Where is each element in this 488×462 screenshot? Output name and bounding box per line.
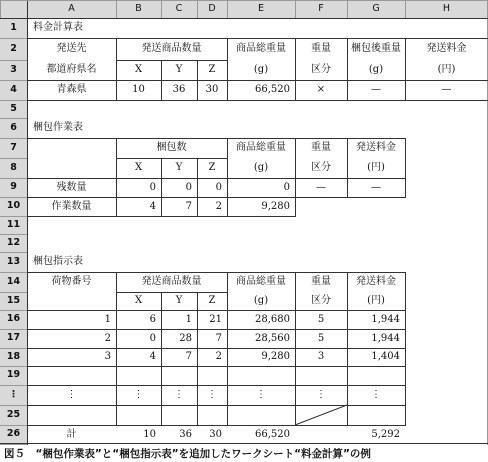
cell-f-row-7[interactable]: 区分 (311, 162, 331, 174)
grid-line (0, 329, 28, 330)
grid-line (0, 38, 28, 39)
cell-g-row-3[interactable]: — (371, 84, 381, 96)
cell-a-row-5[interactable]: 梱包作業表 (33, 122, 83, 134)
cell-c-row-16[interactable]: 28 (179, 332, 192, 344)
cell-b-row-14[interactable]: X (134, 295, 143, 307)
row-header-9[interactable]: 9 (0, 178, 27, 197)
grid-line (0, 118, 28, 119)
cell-c-row-15[interactable]: 1 (185, 313, 192, 325)
row-header-14[interactable]: 14 (0, 272, 27, 292)
cell-e-row-16[interactable]: 28,560 (255, 332, 290, 344)
cell-a-row-21[interactable]: 計 (66, 428, 77, 440)
cell-d-row-21[interactable]: 30 (209, 428, 222, 440)
cell-c-row-3[interactable]: 36 (172, 84, 186, 96)
grid-line (116, 138, 117, 198)
cell-b-row-9[interactable]: 4 (149, 200, 156, 212)
cell-g-row-6[interactable]: 発送料金 (356, 142, 396, 154)
grid-line (0, 197, 28, 198)
grid-line (27, 138, 406, 139)
cell-c-row-8[interactable]: 0 (185, 181, 192, 193)
grid-line (197, 60, 198, 101)
grid-line (295, 0, 296, 19)
grid-line (0, 158, 28, 159)
grid-line (405, 0, 406, 19)
row-header-12[interactable]: 12 (0, 234, 27, 252)
grid-line (227, 197, 228, 217)
grid-line (405, 38, 406, 101)
grid-line (0, 0, 1, 19)
cell-g-row-7[interactable]: (円) (367, 162, 385, 174)
grid-line (161, 158, 162, 217)
cell-b-row-7[interactable]: X (134, 162, 143, 174)
cell-h-row-2[interactable]: (円) (437, 64, 456, 76)
grid-line (0, 443, 488, 444)
cell-e-row-15[interactable]: 28,680 (255, 313, 290, 325)
grid-line (347, 138, 348, 198)
column-header-a[interactable]: A (27, 0, 116, 18)
grid-line (161, 0, 162, 19)
cell-h-row-3[interactable]: — (441, 84, 452, 96)
cell-a-row-19[interactable]: ⋮ (66, 389, 77, 401)
grid-line (27, 348, 406, 349)
grid-line (0, 425, 28, 426)
cell-b-row-8[interactable]: 0 (149, 181, 156, 193)
cell-e-row-7[interactable]: (g) (253, 162, 269, 174)
cell-a-row-8[interactable]: 残数量 (56, 181, 87, 193)
grid-line (405, 138, 406, 198)
grid-line (0, 234, 28, 235)
grid-line (295, 197, 296, 217)
cell-d-row-2[interactable]: Z (208, 64, 216, 76)
cell-b-row-3[interactable]: 10 (132, 84, 145, 96)
grid-line (27, 366, 406, 367)
grid-line (295, 272, 296, 426)
grid-line (197, 0, 198, 19)
cell-b-row-15[interactable]: 6 (149, 313, 156, 325)
row-header-1[interactable]: 1 (0, 18, 27, 38)
grid-line (197, 292, 198, 426)
cell-a-row-16[interactable]: 2 (104, 332, 111, 344)
grid-line (27, 197, 28, 217)
grid-line (0, 60, 28, 61)
column-header-e[interactable]: E (227, 0, 295, 18)
cell-e-row-1[interactable]: 商品総重量 (236, 43, 286, 55)
column-header-d[interactable]: D (197, 0, 227, 18)
grid-line (116, 292, 228, 293)
grid-line (116, 60, 228, 61)
grid-line (27, 310, 406, 311)
grid-line (116, 0, 117, 19)
column-header-g[interactable]: G (347, 0, 405, 18)
cell-e-row-2[interactable]: (g) (253, 64, 269, 76)
cell-f-row-6[interactable]: 重量 (311, 142, 331, 154)
row-header-3[interactable]: 3 (0, 60, 27, 80)
cell-e-row-13[interactable]: 商品総重量 (236, 276, 286, 288)
row-header-25[interactable]: 25 (0, 405, 27, 425)
cell-c-row-14[interactable]: Y (175, 295, 183, 307)
cell-g-row-17[interactable]: 1,404 (371, 351, 400, 363)
cell-d-row-3[interactable]: 30 (205, 84, 219, 96)
cell-c-row-9[interactable]: 7 (185, 200, 192, 212)
cell-b-row-13[interactable]: 発送商品数量 (141, 276, 202, 288)
cell-a-row-2[interactable]: 都道府県名 (46, 64, 97, 76)
grid-line (227, 138, 228, 198)
cell-f-row-13[interactable]: 重量 (311, 276, 331, 288)
cell-d-row-15[interactable]: 21 (209, 313, 222, 325)
row-header-7[interactable]: 7 (0, 138, 27, 158)
cell-b-row-19[interactable]: ⋮ (133, 389, 144, 401)
cell-a-row-0[interactable]: 料金計算表 (33, 22, 83, 34)
row-header-ellipsis[interactable]: ⋮ (0, 385, 27, 405)
cell-g-row-14[interactable]: (円) (367, 295, 385, 307)
grid-line (0, 216, 28, 217)
row-header-2[interactable]: 2 (0, 38, 27, 60)
grid-line (27, 18, 488, 19)
grid-line (0, 138, 28, 139)
grid-line (27, 329, 406, 330)
grid-line (197, 158, 198, 217)
row-header-8[interactable]: 8 (0, 158, 27, 178)
row-header-11[interactable]: 11 (0, 216, 27, 234)
select-all-corner[interactable] (0, 0, 27, 18)
cell-c-row-19[interactable]: ⋮ (174, 389, 184, 401)
grid-line (0, 178, 28, 179)
grid-line (0, 252, 28, 253)
cell-f-row-19[interactable]: ⋮ (316, 389, 326, 401)
grid-line (27, 178, 406, 179)
row-header-17[interactable]: 17 (0, 329, 27, 348)
grid-line (116, 38, 117, 101)
grid-line (0, 272, 28, 273)
grid-line (27, 272, 28, 426)
grid-line (0, 405, 28, 406)
grid-line (161, 60, 162, 101)
grid-line (27, 138, 28, 198)
cell-a-row-17[interactable]: 3 (104, 351, 111, 363)
grid-line (347, 38, 348, 101)
cell-b-row-16[interactable]: 0 (149, 332, 156, 344)
cell-g-row-2[interactable]: (g) (368, 64, 384, 76)
row-header-18[interactable]: 18 (0, 348, 27, 366)
grid-line (0, 366, 28, 367)
cell-a-row-9[interactable]: 作業数量 (51, 200, 92, 212)
cell-e-row-17[interactable]: 9,280 (261, 351, 290, 363)
cell-g-row-1[interactable]: 梱包後重量 (351, 43, 401, 55)
grid-line (0, 0, 488, 1)
column-header-b[interactable]: B (116, 0, 161, 18)
grid-line (27, 385, 406, 386)
grid-line (347, 0, 348, 19)
cell-d-row-17[interactable]: 2 (215, 351, 222, 363)
cell-f-row-15[interactable]: 5 (317, 313, 325, 325)
grid-line (27, 405, 406, 406)
grid-line (27, 38, 28, 101)
cell-c-row-21[interactable]: 36 (179, 428, 192, 440)
row-header-16[interactable]: 16 (0, 310, 27, 329)
cell-d-row-19[interactable]: ⋮ (207, 389, 217, 401)
cell-e-row-8[interactable]: 0 (283, 181, 290, 193)
column-header-h[interactable]: H (405, 0, 488, 18)
row-header-4[interactable]: 4 (0, 80, 27, 100)
cell-g-row-15[interactable]: 1,944 (371, 313, 400, 325)
grid-line (0, 292, 28, 293)
cell-a-row-1[interactable]: 発送先 (56, 43, 87, 55)
cell-a-row-3[interactable]: 青森県 (56, 84, 87, 96)
grid-line (116, 197, 117, 217)
cell-f-row-2[interactable]: 区分 (311, 64, 331, 76)
cell-c-row-2[interactable]: Y (175, 64, 183, 76)
row-header-6[interactable]: 6 (0, 118, 27, 138)
column-header-f[interactable]: F (295, 0, 347, 18)
cell-g-row-21[interactable]: 5,292 (371, 428, 400, 440)
grid-line (0, 348, 28, 349)
row-header-5[interactable]: 5 (0, 100, 27, 118)
grid-line (405, 272, 406, 426)
grid-line (27, 425, 406, 426)
grid-line (0, 385, 28, 386)
cell-a-row-15[interactable]: 1 (104, 313, 111, 325)
grid-line (0, 80, 28, 81)
figure-caption: 図５ “梱包作業表”と“梱包指示表”を追加したワークシート“料金計算”の例 (4, 448, 371, 460)
cell-c-row-7[interactable]: Y (175, 162, 183, 174)
cell-f-row-3[interactable]: × (316, 84, 326, 96)
column-header-c[interactable]: C (161, 0, 197, 18)
cell-e-row-19[interactable]: ⋮ (256, 389, 266, 401)
cell-b-row-17[interactable]: 4 (149, 351, 156, 363)
row-header-10[interactable]: 10 (0, 197, 27, 216)
grid-line (295, 38, 296, 101)
cell-f-row-14[interactable]: 区分 (311, 295, 331, 307)
cell-e-row-21[interactable]: 66,520 (255, 428, 290, 440)
cell-e-row-3[interactable]: 66,520 (255, 84, 290, 96)
cell-a-row-13[interactable]: 荷物番号 (51, 276, 92, 288)
row-header-15[interactable]: 15 (0, 292, 27, 310)
cell-g-row-16[interactable]: 1,944 (371, 332, 400, 344)
grid-line (227, 38, 228, 101)
cell-d-row-14[interactable]: Z (208, 295, 216, 307)
cell-e-row-14[interactable]: (g) (253, 295, 269, 307)
cell-b-row-6[interactable]: 梱包数 (156, 142, 187, 154)
row-header-19[interactable]: 19 (0, 366, 27, 385)
cell-f-row-8[interactable]: — (316, 181, 326, 193)
grid-line (27, 100, 488, 101)
grid-line (227, 272, 228, 426)
cell-e-row-9[interactable]: 9,280 (261, 200, 290, 212)
cell-b-row-2[interactable]: X (134, 64, 143, 76)
grid-line (161, 292, 162, 426)
cell-g-row-8[interactable]: — (371, 181, 381, 193)
grid-line (347, 272, 348, 426)
row-header-13[interactable]: 13 (0, 252, 27, 272)
cell-h-row-1[interactable]: 発送料金 (426, 43, 467, 55)
grid-line (116, 158, 228, 159)
grid-line (116, 272, 117, 426)
cell-f-row-17[interactable]: 3 (317, 351, 325, 363)
cell-f-row-1[interactable]: 重量 (311, 43, 331, 55)
grid-line (27, 197, 406, 198)
grid-line (295, 138, 296, 198)
grid-line (227, 0, 228, 19)
grid-line (27, 80, 488, 81)
grid-line (27, 38, 488, 39)
cell-e-row-6[interactable]: 商品総重量 (236, 142, 286, 154)
cell-f-row-16[interactable]: 5 (317, 332, 325, 344)
row-header-26[interactable]: 26 (0, 425, 27, 444)
grid-line (27, 272, 406, 273)
grid-line (0, 100, 28, 101)
cell-a-row-12[interactable]: 梱包指示表 (33, 256, 83, 268)
cell-b-row-21[interactable]: 10 (143, 428, 156, 440)
cell-d-row-9[interactable]: 2 (215, 200, 222, 212)
cell-g-row-19[interactable]: ⋮ (371, 389, 381, 401)
cell-b-row-1[interactable]: 発送商品数量 (141, 43, 202, 55)
cell-g-row-13[interactable]: 発送料金 (356, 276, 396, 288)
cell-d-row-16[interactable]: 7 (215, 332, 222, 344)
cell-d-row-7[interactable]: Z (208, 162, 216, 174)
grid-line (0, 310, 28, 311)
cell-c-row-17[interactable]: 7 (185, 351, 192, 363)
cell-d-row-8[interactable]: 0 (215, 181, 222, 193)
